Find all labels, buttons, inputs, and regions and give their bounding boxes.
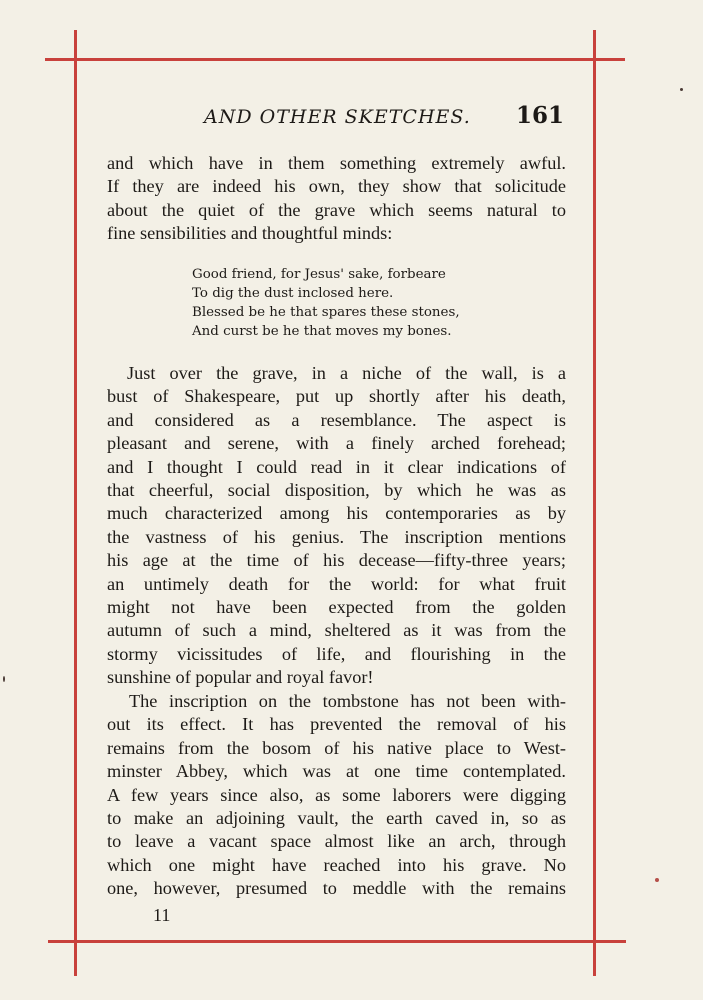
epitaph-line: To dig the dust inclosed here. [192, 286, 394, 301]
paper-speck [680, 88, 683, 91]
text-line: remains from the bosom of his native place to West- [107, 737, 566, 758]
text-line: out its effect. It has prevented the removal of his [107, 714, 566, 735]
text-line: If they are indeed his own, they show that solicitude [107, 176, 566, 197]
paper-speck [655, 878, 659, 882]
text-line: about the quiet of the grave which seems natural to [107, 199, 566, 220]
text-line: fine sensibilities and thoughtful minds: [107, 223, 393, 244]
text-line: the vastness of his genius. The inscription mentions [107, 526, 566, 547]
paragraph-3 [107, 690, 566, 901]
text-line: and considered as a resemblance. The aspect is [107, 409, 566, 430]
text-line: pleasant and serene, with a finely arched forehead; [107, 433, 566, 454]
epitaph-line: And curst be he that moves my bones. [192, 324, 452, 339]
text-line: much characterized among his contemporaries as by [107, 503, 566, 524]
signature-mark: 11 [153, 905, 171, 925]
text-line: one, however, presumed to meddle with the remains [107, 878, 566, 899]
page-header [100, 104, 570, 134]
text-line: Just over the grave, in a niche of the wall, is a [127, 363, 566, 383]
text-line: to leave a vacant space almost like an arch, through [107, 831, 566, 852]
text-line: and which have in them something extremely awful. [107, 153, 566, 173]
epitaph-quote [192, 265, 492, 341]
text-line: which one might have reached into his grave. No [107, 854, 566, 875]
page-number: 161 [515, 102, 564, 129]
text-line: that cheerful, social disposition, by which he was as [107, 480, 566, 501]
text-line: and I thought I could read in it clear indications of [107, 456, 566, 477]
paper-speck [3, 676, 5, 682]
epitaph-line: Good friend, for Jesus' sake, forbeare [192, 267, 446, 282]
paragraph-1 [107, 152, 566, 246]
left-border-rule [74, 30, 77, 976]
text-line: bust of Shakespeare, put up shortly after his death, [107, 386, 566, 407]
text-line: A few years since also, as some laborers were digging [107, 784, 566, 805]
paragraph-2 [107, 362, 566, 690]
text-line: might not have been expected from the golden [107, 597, 566, 618]
text-line: stormy vicissitudes of life, and flourishing in the [107, 643, 566, 664]
text-line: The inscription on the tombstone has not been with- [129, 691, 566, 711]
top-border-rule [45, 58, 625, 61]
bottom-border-rule [48, 940, 626, 943]
text-line: sunshine of popular and royal favor! [107, 667, 374, 688]
text-line: autumn of such a mind, sheltered as it was from the [107, 620, 566, 641]
epitaph-line: Blessed be he that spares these stones, [192, 305, 460, 320]
text-line: an untimely death for the world: for what fruit [107, 573, 566, 594]
text-line: his age at the time of his decease—fifty-three years; [107, 550, 566, 571]
text-line: minster Abbey, which was at one time contemplated. [107, 761, 566, 782]
running-head: AND OTHER SKETCHES. [204, 106, 471, 128]
right-border-rule [593, 30, 596, 976]
text-line: to make an adjoining vault, the earth caved in, so as [107, 808, 566, 829]
